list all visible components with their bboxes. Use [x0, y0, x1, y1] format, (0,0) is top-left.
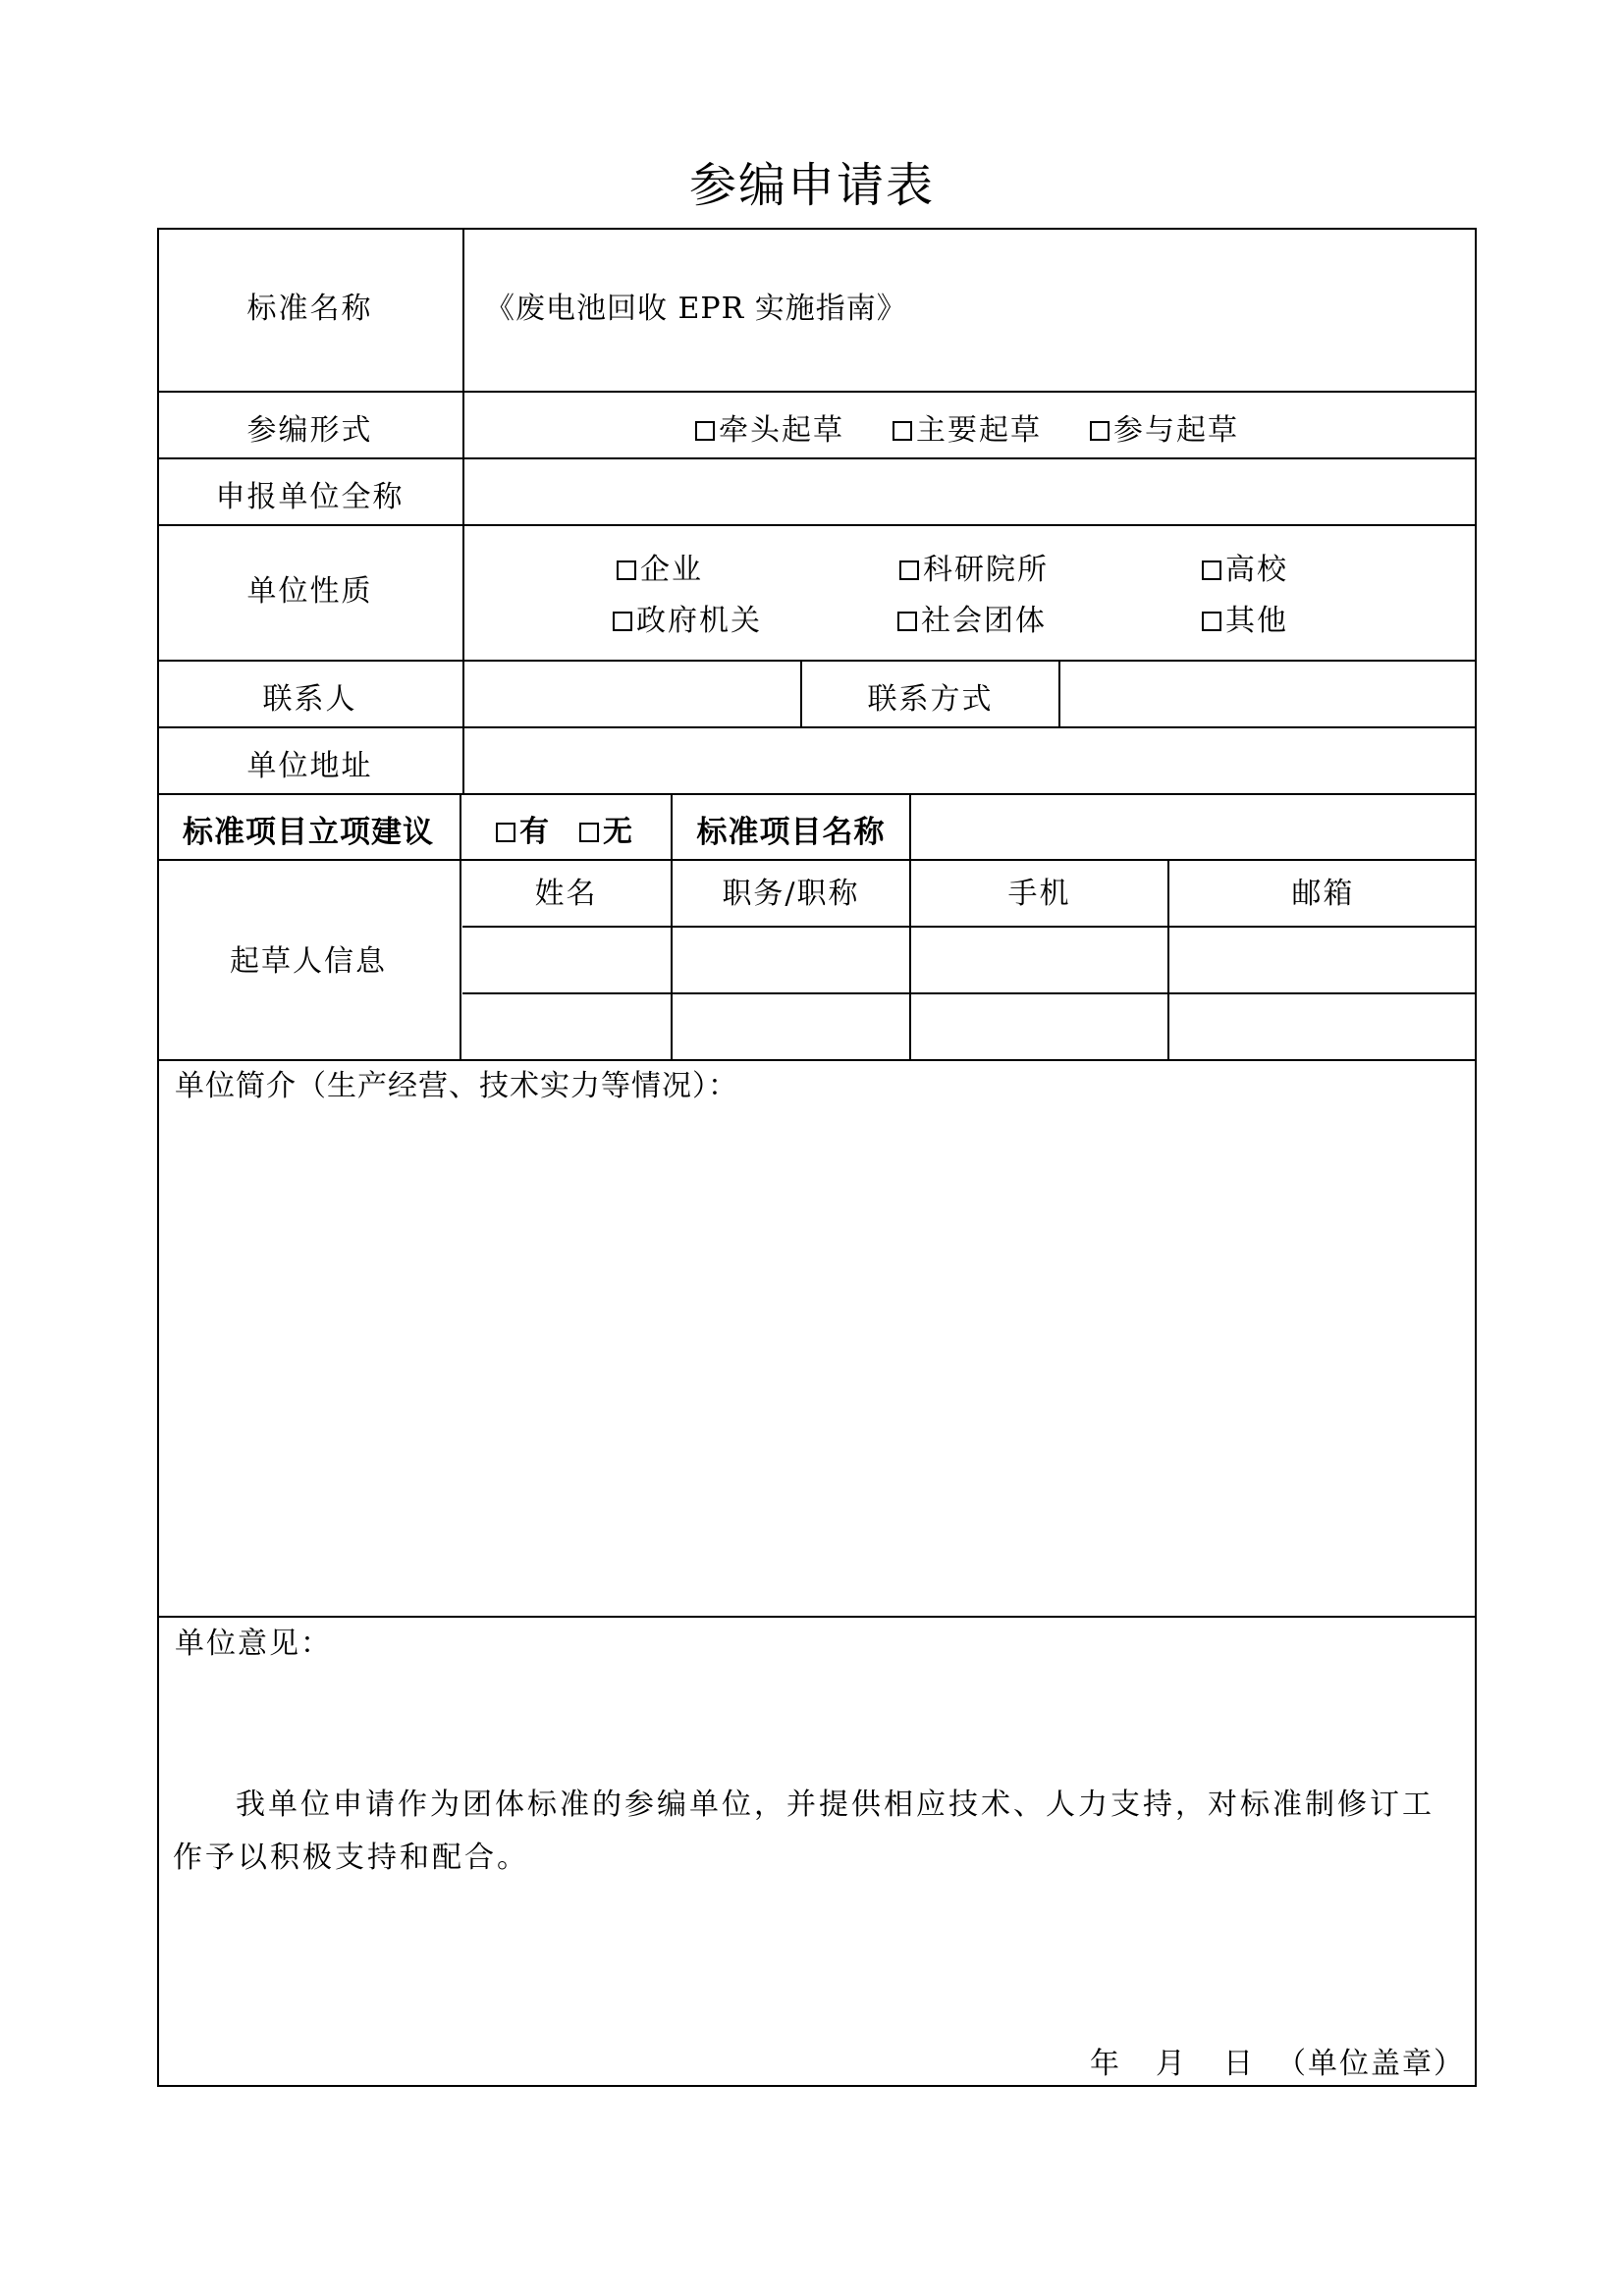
- option-research-institute[interactable]: 科研院所: [899, 556, 1049, 585]
- intro-label: 单位简介（生产经营、技术实力等情况）：: [175, 1069, 738, 1103]
- rule: [157, 524, 1477, 526]
- intro-field[interactable]: [159, 1111, 1475, 1612]
- rule: [157, 391, 1477, 393]
- rule: [462, 926, 1477, 928]
- standard-name-value: 《废电池回收 EPR 实施指南》: [485, 292, 907, 326]
- option-government[interactable]: 政府机关: [613, 607, 762, 636]
- option-lead-drafter[interactable]: 牵头起草: [695, 416, 844, 446]
- drafter-header-name: 姓名: [534, 877, 598, 911]
- date-month: 月: [1156, 2047, 1187, 2081]
- checkbox[interactable]: [613, 612, 632, 631]
- rule: [157, 859, 1477, 861]
- rule: [157, 1616, 1477, 1618]
- project-name-label: 标准项目名称: [696, 815, 886, 850]
- contact-method-label: 联系方式: [867, 682, 994, 717]
- org-type-label: 单位性质: [246, 574, 373, 609]
- contact-field[interactable]: [464, 662, 798, 724]
- checkbox[interactable]: [1090, 421, 1110, 441]
- contact-label: 联系人: [262, 682, 357, 717]
- standard-name-label: 标准名称: [246, 292, 373, 326]
- checkbox[interactable]: [617, 561, 636, 580]
- option-other[interactable]: 其他: [1202, 607, 1288, 636]
- checkbox[interactable]: [1202, 561, 1221, 580]
- checkbox[interactable]: [496, 823, 515, 842]
- date-day: 日: [1223, 2047, 1255, 2081]
- option-yes[interactable]: 有: [496, 818, 551, 847]
- opinion-statement: 我单位申请作为团体标准的参编单位，并提供相应技术、人力支持，对标准制修订工作予以积极支持和配合。: [173, 1788, 1435, 1875]
- option-no[interactable]: 无: [579, 818, 634, 847]
- drafter-label: 起草人信息: [230, 944, 387, 979]
- checkbox[interactable]: [695, 421, 715, 441]
- application-form: [157, 228, 1477, 2087]
- checkbox[interactable]: [893, 421, 912, 441]
- participation-label: 参编形式: [246, 413, 373, 448]
- project-name-field[interactable]: [911, 795, 1475, 857]
- address-field[interactable]: [464, 728, 1475, 791]
- rule: [157, 1059, 1477, 1061]
- org-fullname-label: 申报单位全称: [215, 480, 405, 514]
- opinion-label: 单位意见：: [175, 1627, 332, 1661]
- checkbox[interactable]: [897, 612, 917, 631]
- rule: [460, 793, 461, 1059]
- address-label: 单位地址: [246, 749, 373, 783]
- page-title: 参编申请表: [688, 158, 935, 213]
- option-enterprise[interactable]: 企业: [617, 556, 703, 585]
- contact-method-field[interactable]: [1060, 662, 1475, 724]
- drafter-header-phone: 手机: [1007, 877, 1071, 911]
- drafter-header-title: 职务/职称: [722, 877, 860, 911]
- date-year: 年: [1090, 2047, 1121, 2081]
- proposal-label: 标准项目立项建议: [183, 815, 434, 850]
- checkbox[interactable]: [1202, 612, 1221, 631]
- option-main-drafter[interactable]: 主要起草: [893, 416, 1042, 446]
- checkbox[interactable]: [579, 823, 599, 842]
- drafter-header-email: 邮箱: [1291, 877, 1355, 911]
- rule: [462, 992, 1477, 994]
- seal-note: （单位盖章）: [1276, 2047, 1465, 2081]
- option-participant-drafter[interactable]: 参与起草: [1090, 416, 1239, 446]
- checkbox[interactable]: [899, 561, 919, 580]
- option-social-group[interactable]: 社会团体: [897, 607, 1047, 636]
- option-university[interactable]: 高校: [1202, 556, 1288, 585]
- org-fullname-field[interactable]: [464, 459, 1475, 522]
